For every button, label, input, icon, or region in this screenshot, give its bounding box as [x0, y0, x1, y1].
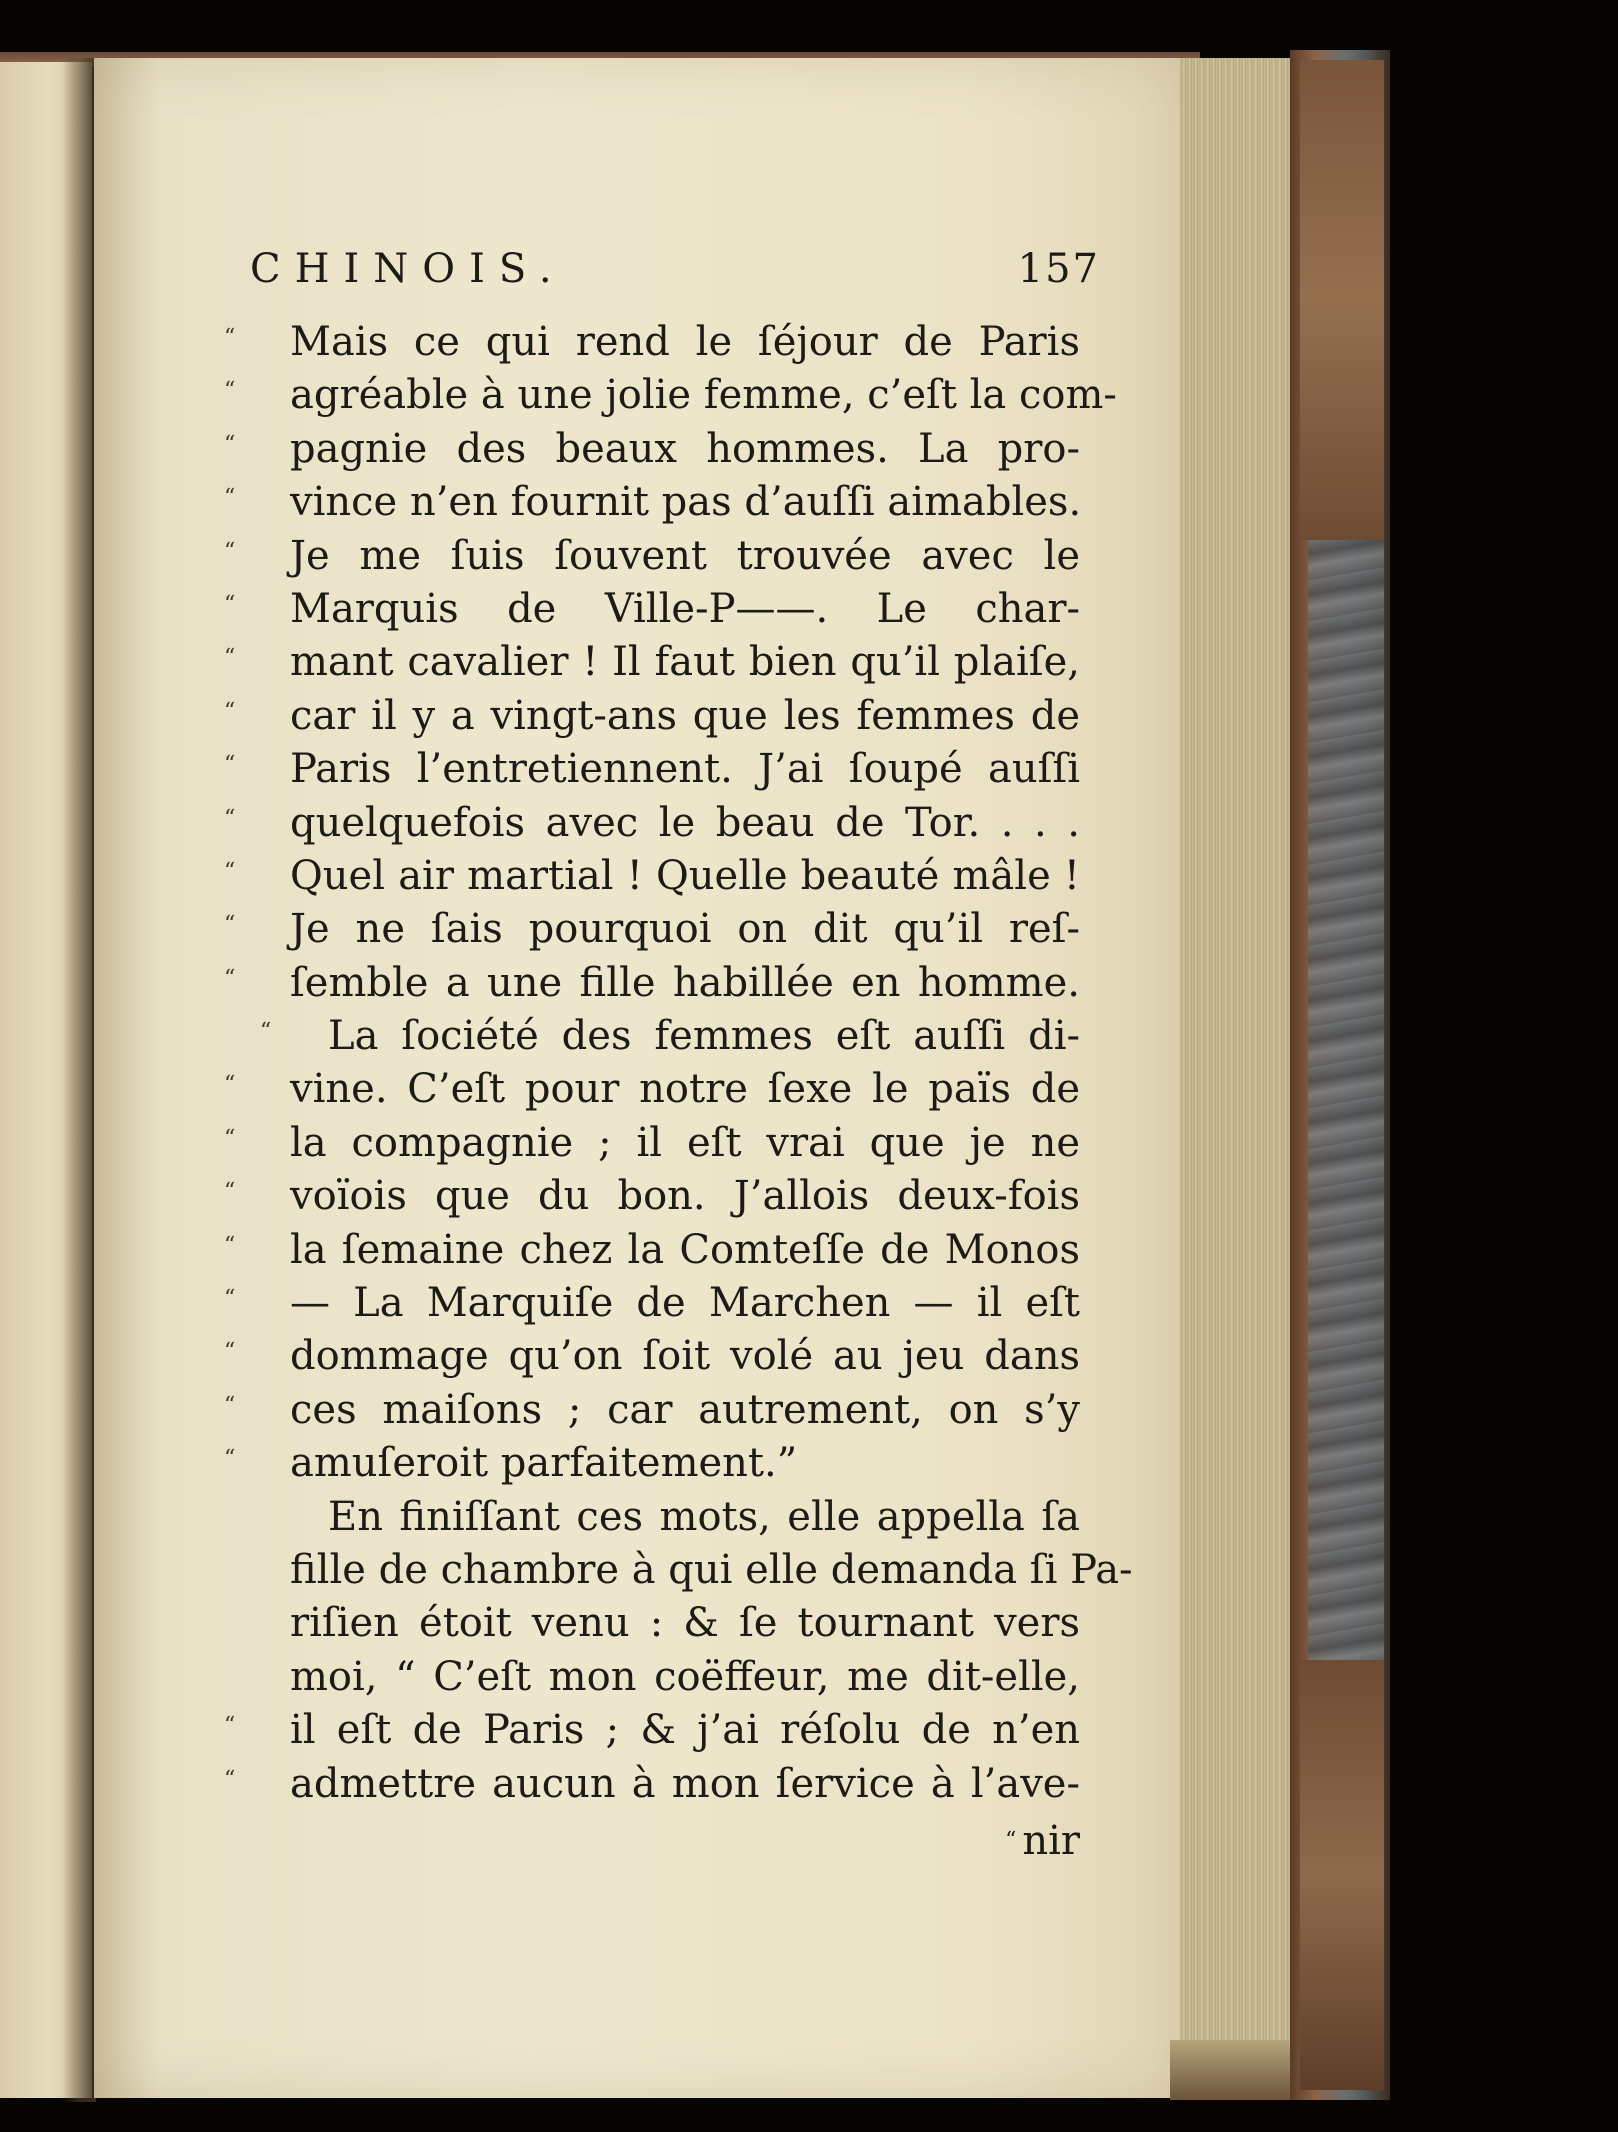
text-line	[250, 1544, 1133, 1597]
page-fore-edge	[1180, 58, 1300, 2088]
quote-mark: “	[224, 645, 236, 671]
quote-mark: “	[224, 1179, 236, 1205]
page-block-bottom	[1170, 2040, 1300, 2100]
text-line	[224, 797, 1080, 850]
running-head-title: CHINOIS.	[250, 246, 566, 292]
quote-mark: “	[224, 485, 236, 511]
catchword	[250, 1811, 1080, 1871]
gutter-shadow	[62, 58, 96, 2102]
line-text: la ſemaine chez la Comteſſe de Monos	[290, 1226, 1080, 1273]
text-block	[224, 246, 1133, 1871]
line-text: il eſt de Paris ; & j’ai réſolu de n’en	[290, 1707, 1080, 1754]
leather-corner-top	[1300, 60, 1384, 540]
text-line	[250, 1010, 1080, 1063]
text-line	[224, 850, 1080, 903]
line-text: ſemble a une fille habillée en homme.	[290, 959, 1080, 1006]
text-line	[224, 1704, 1080, 1757]
text-line	[250, 1491, 1080, 1544]
quote-mark: “	[224, 1232, 236, 1258]
text-line	[224, 903, 1080, 956]
text-line	[224, 423, 1080, 476]
text-line	[224, 1063, 1080, 1116]
text-line	[224, 636, 1080, 689]
text-line	[224, 530, 1080, 583]
quote-mark: “	[224, 538, 236, 564]
line-text: Paris l’entretiennent. J’ai ſoupé auſſi	[290, 746, 1080, 793]
line-text: vine. C’eſt pour notre ſexe le païs de	[290, 1066, 1080, 1113]
line-text: car il y a vingt-ans que les femmes de	[290, 692, 1080, 739]
quote-mark: “	[224, 1713, 236, 1739]
quote-mark: “	[224, 1766, 236, 1792]
quote-mark: “	[224, 591, 236, 617]
text-line	[224, 583, 1080, 636]
line-text: fille de chambre à qui elle demanda ſi Pa-	[290, 1546, 1133, 1593]
text-line	[250, 1597, 1080, 1650]
text-line	[224, 1117, 1080, 1170]
line-text: ces maiſons ; car autrement, on s’y	[290, 1386, 1080, 1433]
quote-mark: “	[224, 1286, 236, 1312]
catchword-text: nir	[1022, 1817, 1080, 1864]
quote-mark: “	[224, 805, 236, 831]
line-text: la compagnie ; il eſt vrai que je ne	[290, 1119, 1080, 1166]
text-line	[224, 1224, 1080, 1277]
line-text: riſien étoit venu : & ſe tournant vers	[290, 1600, 1080, 1647]
text-line	[224, 957, 1080, 1010]
text-line	[224, 1170, 1080, 1223]
text-line	[224, 316, 1080, 369]
line-text: voïois que du bon. J’allois deux-fois	[290, 1173, 1080, 1220]
line-text: La ſociété des femmes eſt auſſi di-	[328, 1013, 1080, 1060]
quote-mark: “	[224, 698, 236, 724]
text-line	[224, 1437, 1080, 1490]
line-text: En finiſſant ces mots, elle appella ſa	[328, 1493, 1080, 1540]
text-line	[224, 1758, 1080, 1811]
catchword-quote: “	[1005, 1827, 1017, 1853]
line-text: agréable à une jolie femme, c’eſt la com-	[290, 372, 1117, 419]
quote-mark: “	[224, 1339, 236, 1365]
line-text: amuſeroit parfaitement.”	[290, 1440, 798, 1487]
quote-mark: “	[224, 1446, 236, 1472]
line-text: Marquis de Ville-P——. Le char-	[290, 585, 1080, 632]
text-line	[224, 1277, 1080, 1330]
quote-mark: “	[224, 1392, 236, 1418]
quote-mark: “	[224, 965, 236, 991]
text-line	[224, 369, 1117, 422]
line-text: admettre aucun à mon ſervice à l’ave-	[290, 1760, 1080, 1807]
line-text: Je ne ſais pourquoi on dit qu’il reſ-	[290, 906, 1080, 953]
line-text: dommage qu’on ſoit volé au jeu dans	[290, 1333, 1080, 1380]
text-line	[224, 1384, 1080, 1437]
quote-mark: “	[224, 858, 236, 884]
quote-mark: “	[224, 431, 236, 457]
text-line	[224, 743, 1080, 796]
line-text: Je me ſuis ſouvent trouvée avec le	[290, 532, 1080, 579]
line-text: Mais ce qui rend le ſéjour de Paris	[290, 319, 1080, 365]
line-text: mant cavalier ! Il faut bien qu’il plaiſe,	[290, 639, 1080, 686]
line-text: moi, “ C’eſt mon coëffeur, me dit-elle,	[290, 1653, 1080, 1700]
leather-corner-bottom	[1300, 1660, 1384, 2090]
marbled-board	[1308, 540, 1384, 1660]
quote-mark: “	[224, 912, 236, 938]
quote-mark: “	[224, 1125, 236, 1151]
quote-mark: “	[224, 1072, 236, 1098]
quote-mark: “	[224, 752, 236, 778]
line-text: Quel air martial ! Quelle beauté mâle !	[290, 852, 1080, 899]
quote-mark: “	[224, 325, 236, 350]
line-text: quelquefois avec le beau de Tor. . . .	[290, 799, 1080, 846]
text-line	[224, 476, 1082, 529]
text-line	[224, 690, 1080, 743]
line-text: pagnie des beaux hommes. La pro-	[290, 425, 1080, 472]
line-text: — La Marquiſe de Marchen — il eſt	[290, 1280, 1080, 1327]
quote-mark: “	[224, 378, 236, 404]
text-line	[250, 1651, 1080, 1704]
text-line	[224, 1330, 1080, 1383]
quote-mark: “	[260, 1019, 272, 1045]
running-head	[250, 246, 1100, 316]
line-text: vince n’en fournit pas d’auſſi aimables.	[290, 479, 1082, 526]
page-number: 157	[1017, 246, 1100, 292]
body-text	[224, 316, 1133, 1811]
